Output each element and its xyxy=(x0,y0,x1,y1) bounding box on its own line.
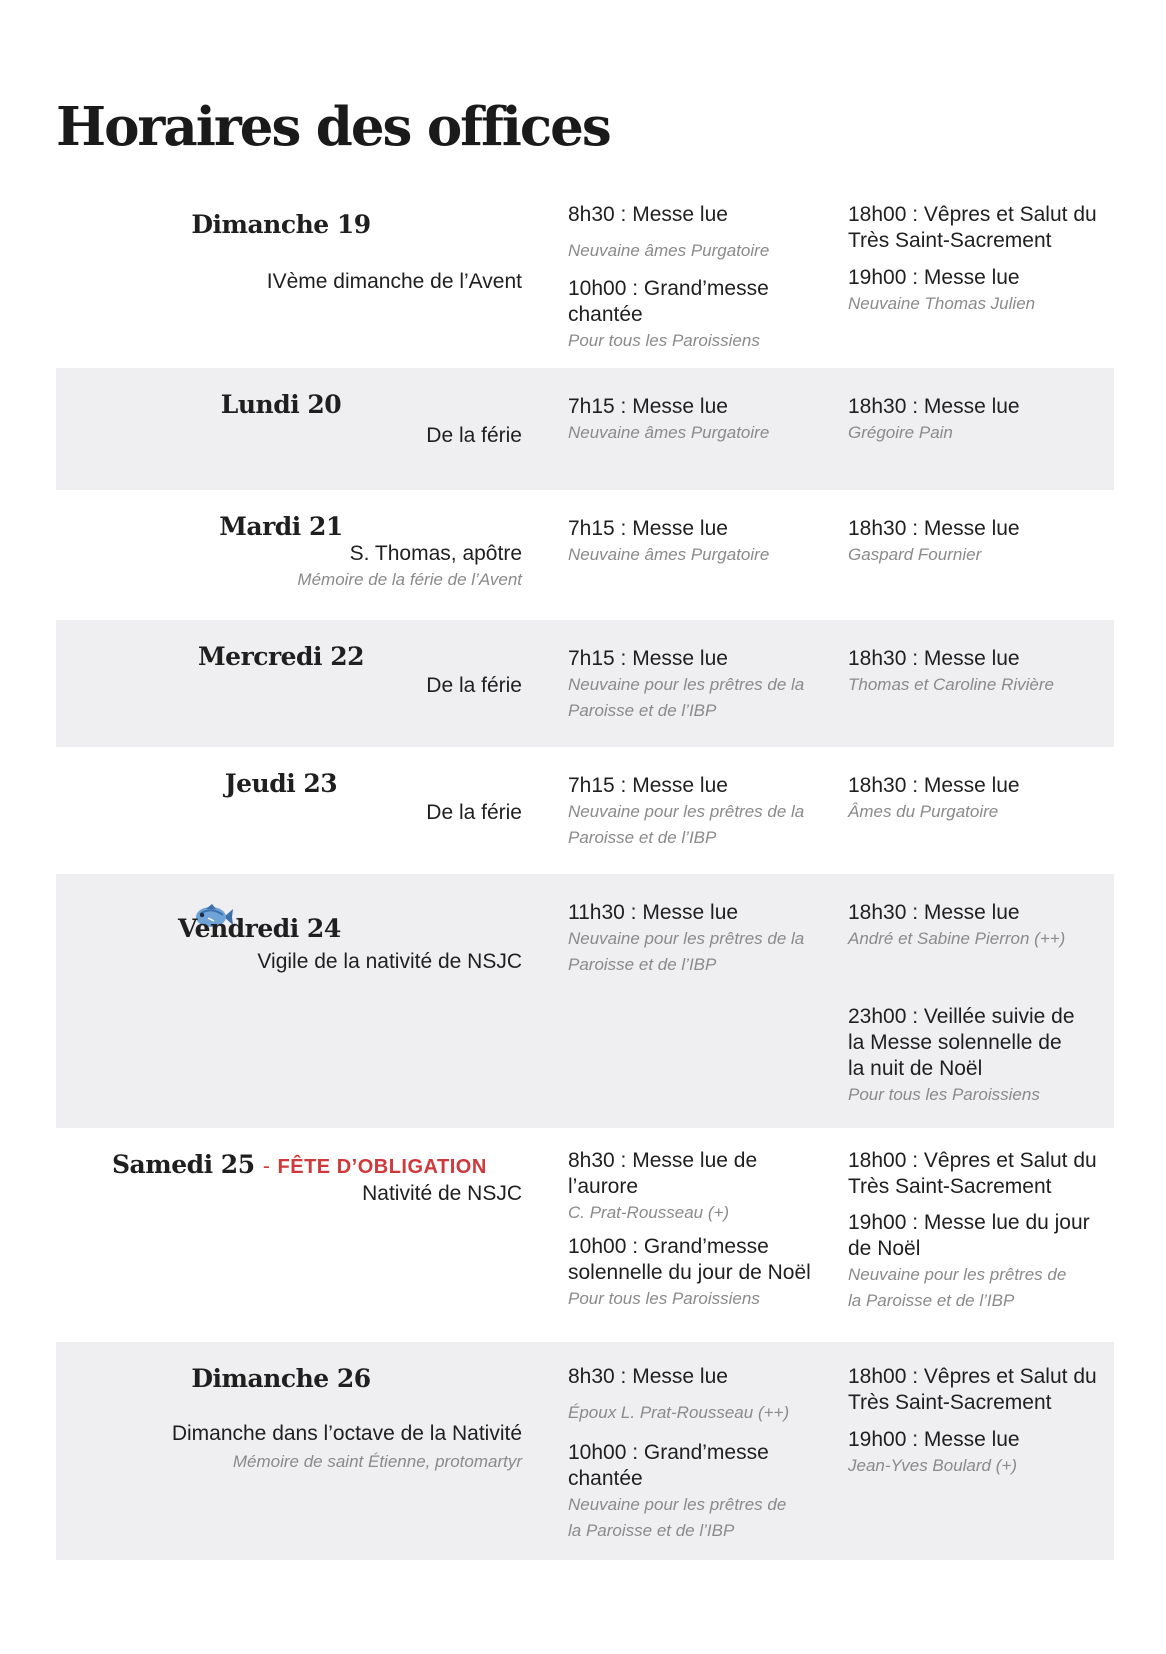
service-title: 7h15 : Messe lue xyxy=(568,517,728,540)
service-entry xyxy=(848,516,1110,568)
day-name: Dimanche 19 xyxy=(191,210,371,239)
service-intention: Neuvaine pour les prêtres de la Paroisse et de l’IBP xyxy=(568,1495,787,1540)
service-entry xyxy=(568,646,830,724)
service-title: 18h30 : Messe lue xyxy=(848,647,1020,670)
service-title: 18h30 : Messe lue xyxy=(848,517,1020,540)
day-row xyxy=(56,490,1114,620)
service-entry xyxy=(848,1210,1110,1314)
service-intention: Neuvaine âmes Purgatoire xyxy=(568,545,770,564)
service-title: 11h30 : Messe lue xyxy=(568,901,739,924)
service-intention: Pour tous les Paroissiens xyxy=(848,1085,1040,1104)
service-intention: Neuvaine Thomas Julien xyxy=(848,294,1036,313)
service-intention: Âmes du Purgatoire xyxy=(848,802,999,821)
day-name-line xyxy=(112,1150,487,1179)
service-title: 19h00 : Messe lue xyxy=(848,1428,1020,1451)
service-title: 7h15 : Messe lue xyxy=(568,647,728,670)
service-intention: Époux L. Prat-Rousseau (++) xyxy=(568,1403,790,1422)
memorial-note: Mémoire de saint Étienne, protomartyr xyxy=(232,1452,522,1471)
service-entry xyxy=(568,276,830,354)
feast-name: De la férie xyxy=(426,801,522,824)
service-title: 18h00 : Vêpres et Salut du Très Saint-Sacrement xyxy=(848,1149,1097,1198)
service-intention: Jean-Yves Boulard (+) xyxy=(848,1456,1017,1475)
service-entry xyxy=(848,773,1110,825)
service-entry xyxy=(568,900,830,978)
service-intention: André et Sabine Pierron (++) xyxy=(848,929,1066,948)
feast-name: Dimanche dans l’octave de la Nativité xyxy=(171,1422,522,1445)
page-title: Horaires des offices xyxy=(56,96,610,158)
service-intention: Grégoire Pain xyxy=(848,423,953,442)
service-entry xyxy=(848,646,1110,698)
day-row xyxy=(56,368,1114,490)
feast-name: Vigile de la nativité de NSJC xyxy=(257,950,522,973)
day-name: Mardi 21 xyxy=(219,512,343,541)
service-entry xyxy=(848,202,1110,254)
feast-name: S. Thomas, apôtre xyxy=(349,542,522,565)
day-row xyxy=(56,1128,1114,1342)
service-intention: Neuvaine pour les prêtres de la Paroisse et de l’IBP xyxy=(568,675,805,720)
service-entry xyxy=(848,265,1110,317)
separator-dash: - xyxy=(262,1155,270,1178)
day-row xyxy=(56,1342,1114,1560)
feast-name: Nativité de NSJC xyxy=(362,1182,522,1205)
memorial-note: Mémoire de la férie de l’Avent xyxy=(297,570,522,589)
day-name: Vendredi 24 xyxy=(178,914,341,943)
service-title: 8h30 : Messe lue xyxy=(568,1365,728,1388)
service-title: 18h30 : Messe lue xyxy=(848,774,1020,797)
service-intention: Gaspard Fournier xyxy=(848,545,982,564)
feast-name: De la férie xyxy=(426,674,522,697)
service-intention: Pour tous les Paroissiens xyxy=(568,331,760,350)
service-entry xyxy=(568,516,830,568)
service-title: 18h00 : Vêpres et Salut du Très Saint-Sacrement xyxy=(848,203,1097,252)
service-intention: Thomas et Caroline Rivière xyxy=(848,675,1054,694)
service-entry xyxy=(568,394,830,446)
service-title: 8h30 : Messe lue xyxy=(568,203,728,226)
feast-name: De la férie xyxy=(426,424,522,447)
service-title: 19h00 : Messe lue du jour de Noël xyxy=(848,1211,1090,1260)
day-name: Mercredi 22 xyxy=(197,642,365,671)
service-entry xyxy=(568,1440,830,1544)
service-title: 18h00 : Vêpres et Salut du Très Saint-Sacrement xyxy=(848,1365,1097,1414)
service-entry xyxy=(848,1364,1110,1416)
service-entry xyxy=(568,1148,830,1226)
service-intention: Neuvaine âmes Purgatoire xyxy=(568,423,770,442)
day-name: Jeudi 23 xyxy=(224,769,338,798)
service-title: 10h00 : Grand’messe solennelle du jour de Noël xyxy=(568,1235,811,1284)
day-name: Samedi 25 xyxy=(112,1150,255,1179)
day-row xyxy=(56,747,1114,874)
obligation-badge: FÊTE D’OBLIGATION xyxy=(277,1156,487,1178)
service-intention: Neuvaine pour les prêtres de la Paroisse et de l’IBP xyxy=(568,929,805,974)
service-title: 10h00 : Grand’messe chantée xyxy=(568,1441,769,1490)
feast-name: IVème dimanche de l’Avent xyxy=(266,270,522,293)
service-title: 18h30 : Messe lue xyxy=(848,901,1020,924)
service-title: 8h30 : Messe lue de l’aurore xyxy=(568,1149,758,1198)
service-title: 10h00 : Grand’messe chantée xyxy=(568,277,769,326)
service-entry xyxy=(568,1234,830,1312)
service-intention: Neuvaine pour les prêtres de la Paroisse et de l’IBP xyxy=(568,802,805,847)
day-row xyxy=(56,188,1114,368)
service-entry xyxy=(848,900,1110,952)
day-row xyxy=(56,620,1114,747)
service-title: 18h30 : Messe lue xyxy=(848,395,1020,418)
service-title: 7h15 : Messe lue xyxy=(568,395,728,418)
service-entry xyxy=(568,1364,830,1426)
service-entry xyxy=(848,1427,1110,1479)
day-name: Lundi 20 xyxy=(220,390,342,419)
service-title: 19h00 : Messe lue xyxy=(848,266,1020,289)
service-intention: Neuvaine pour les prêtres de la Paroisse et de l’IBP xyxy=(848,1265,1067,1310)
service-intention: C. Prat-Rousseau (+) xyxy=(568,1203,730,1222)
service-entry xyxy=(848,394,1110,446)
service-title: 23h00 : Veillée suivie de la Messe solennelle de la nuit de Noël xyxy=(848,1005,1075,1080)
service-entry xyxy=(848,1004,1110,1108)
day-name: Dimanche 26 xyxy=(191,1364,371,1393)
service-entry xyxy=(568,202,830,264)
day-row xyxy=(56,874,1114,1128)
service-intention: Neuvaine âmes Purgatoire xyxy=(568,241,770,260)
service-entry xyxy=(568,773,830,851)
service-title: 7h15 : Messe lue xyxy=(568,774,728,797)
service-entry xyxy=(848,1148,1110,1200)
service-intention: Pour tous les Paroissiens xyxy=(568,1289,760,1308)
